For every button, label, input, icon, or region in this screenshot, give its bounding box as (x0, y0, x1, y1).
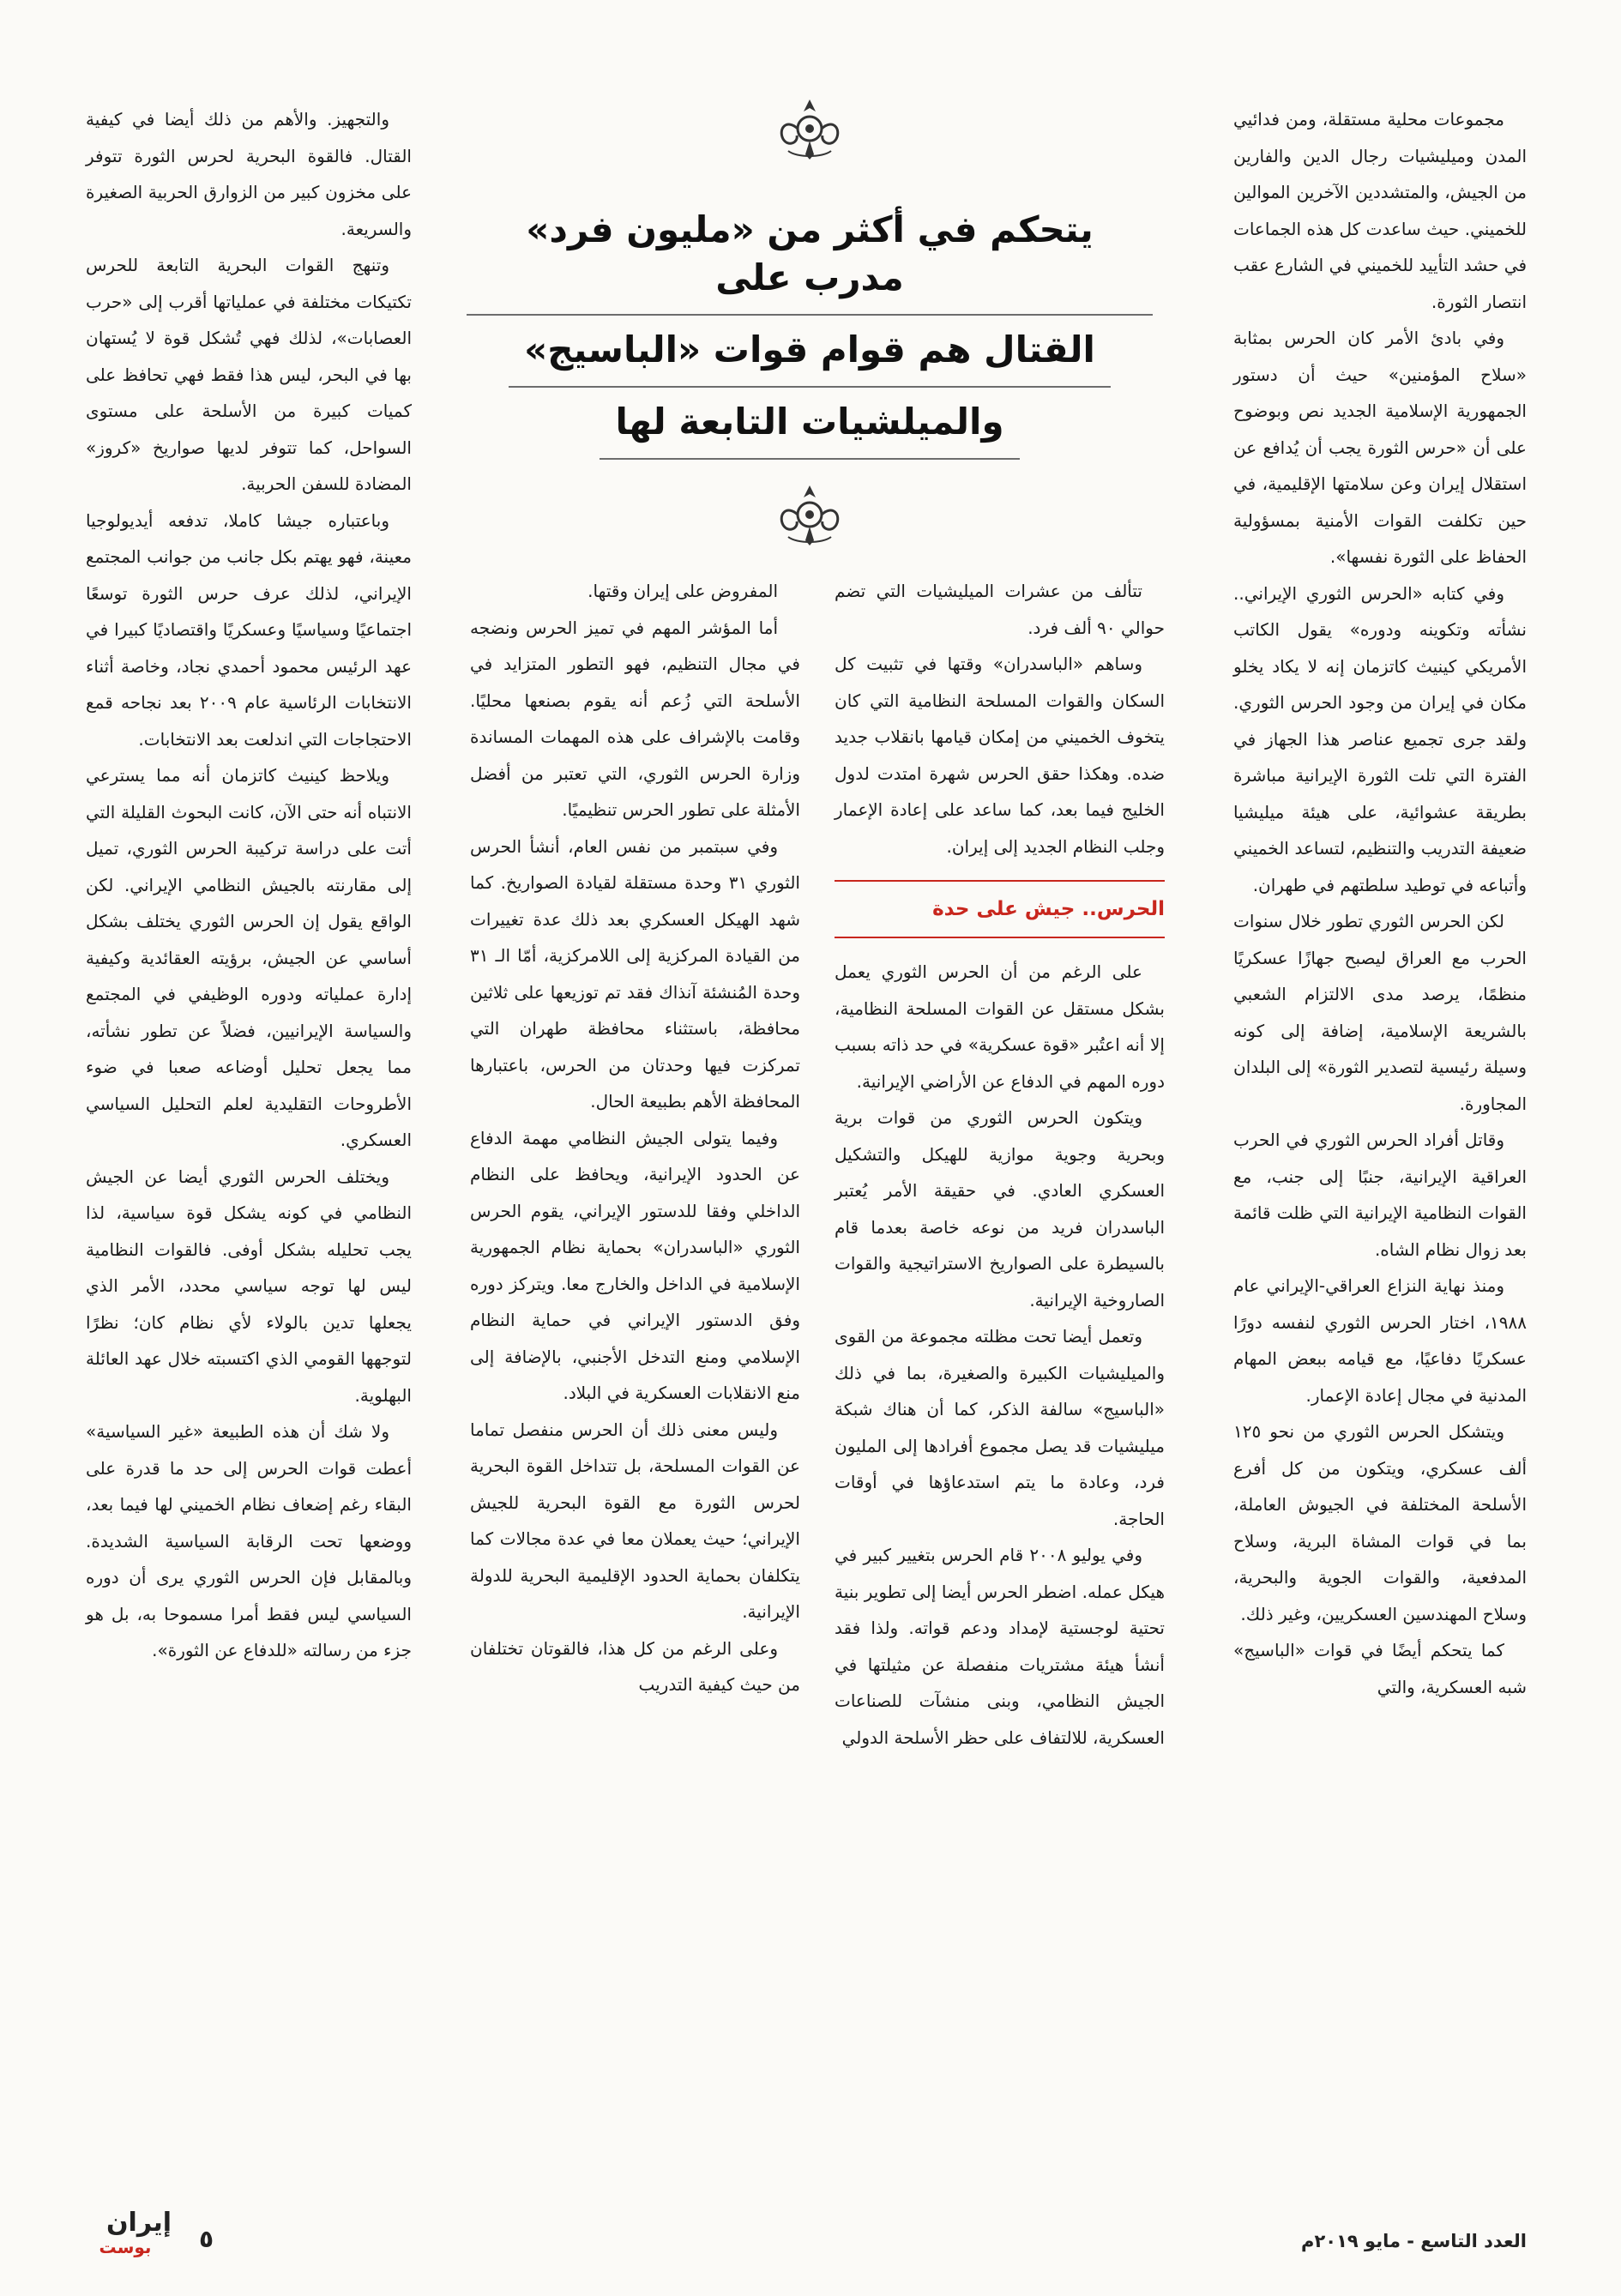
paragraph: وفي سبتمبر من نفس العام، أنشأ الحرس الثوري ٣١ وحدة مستقلة لقيادة الصواريخ. كما شهد الهيكل العسكري بعد ذلك عدة تغييرات من القيادة المركزية إلى اللامركزية، أمّا الـ ٣١ وحدة المُنشئة آنذاك فقد تم توزيعها على ثلاثين محافظة، باستثناء محافظة طهران التي تمركزت فيها وحدتان من الحرس، باعتبارها المحافظة الأهم بطبيعة الحال. (470, 835, 800, 1112)
paragraph: ويختلف الحرس الثوري أيضا عن الجيش النظامي في كونه يشكل قوة سياسية، لذا يجب تحليله بشكل أوفى. فالقوات النظامية ليس لها توجه سياسي محدد، الأمر الذي يجعلها تدين بالولاء لأي نظام كان؛ نظرًا لتوجهها القومي الذي اكتسبته خلال عهد العائلة البهلوية. (86, 1166, 412, 1406)
brand-logo (87, 2207, 190, 2260)
section-subheading: الحرس.. جيش على حدة (835, 880, 1165, 938)
paragraph: ويلاحظ كينيث كاتزمان أنه مما يسترعي الانتباه أنه حتى الآن، كانت البحوث القليلة التي أتت على دراسة تركيبة الحرس الثوري، تميل إلى مقارنته بالجيش النظامي الإيراني. لكن الواقع يقول إن الحرس الثوري يختلف بشكل أساسي عن الجيش، برؤيته العقائدية وكيفية إدارة عملياته ودوره الوظيفي في المجتمع والسياسة الإيرانيين، فضلاً عن تطور نشأته، مما يجعل تحليل أوضاعه صعبا في ضوء الأطروحات التقليدية لعلم التحليل السياسي العسكري. (86, 765, 412, 1150)
paragraph: ومنذ نهاية النزاع العراقي-الإيراني عام ١٩٨٨، اختار الحرس الثوري لنفسه دورًا عسكريًا دفاعيًا، مع قيامه ببعض المهام المدنية في مجال إعادة الإعمار. (1233, 1275, 1527, 1406)
paragraph: ويتكون الحرس الثوري من قوات برية وبحرية وجوية موازية للهيكل والتشكيل العسكري العادي. في حقيقة الأمر يُعتبر الباسدران فريد من نوعه خاصة بعدما قام بالسيطرة على الصواريخ الاستراتيجية والقوات الصاروخية الإيرانية. (835, 1107, 1165, 1311)
paragraph: ولا شك أن هذه الطبيعة «غير السياسية» أعطت قوات الحرس إلى حد ما قدرة على البقاء رغم إضعاف نظام الخميني لها فيما بعد، ووضعها تحت الرقابة السياسية الشديدة. وبالمقابل فإن الحرس الثوري يرى أن دوره السياسي ليس فقط أمرا مسموحا به، بل هو جزء من رسالته «للدفاع عن الثورة». (86, 1421, 412, 1660)
article-column-2 (835, 573, 1165, 1756)
paragraph: كما يتحكم أيضًا في قوات «الباسيج» شبه العسكرية، والتي (1233, 1640, 1527, 1697)
ornament-icon (771, 94, 848, 163)
paragraph: وتنهج القوات البحرية التابعة للحرس تكتيكات مختلفة في عملياتها أقرب إلى «حرب العصابات»، لذلك فهي تُشكل قوة لا يُستهان بها في البحر، ليس هذا فقط فهي تحافظ على كميات كبيرة من الأسلحة على مستوى السواحل، كما تتوفر لديها صواريخ «كروز» المضادة للسفن الحربية. (86, 255, 412, 494)
title-line-2: القتال هم قوام قوات «الباسيج» (509, 326, 1111, 388)
paragraph: المفروض على إيران وقتها. (588, 581, 778, 601)
paragraph: وفي بادئ الأمر كان الحرس بمثابة «سلاح المؤمنين» حيث أن دستور الجمهورية الإسلامية الجديد نص وبوضوح على أن «حرس الثورة يجب أن يُدافع عن استقلال إيران وعن سلامتها الإقليمية، في حين تكلفت القوات الأمنية بمسؤولية الحفاظ على الثورة نفسها». (1233, 328, 1527, 567)
paragraph: وتعمل أيضا تحت مظلته مجموعة من القوى والميليشيات الكبيرة والصغيرة، بما في ذلك «الباسيج» سالفة الذكر، كما أن هناك شبكة ميليشيات قد يصل مجموع أفرادها إلى المليون فرد، وعادة ما يتم استدعاؤها في أوقات الحاجة. (835, 1326, 1165, 1529)
paragraph: وفيما يتولى الجيش النظامي مهمة الدفاع عن الحدود الإيرانية، ويحافظ على النظام الداخلي وفقا للدستور الإيراني، يقوم الحرس الثوري «الباسدران» بحماية نظام الجمهورية الإسلامية في الداخل والخارج معا. ويتركز دوره وفق الدستور الإيراني في حماية النظام الإسلامي ومنع التدخل الأجنبي، بالإضافة إلى منع الانقلابات العسكرية في البلاد. (470, 1127, 800, 1403)
title-line-1: يتحكم في أكثر من «مليون فرد» مدرب على (467, 206, 1153, 316)
page-number: ٥ (199, 2225, 214, 2253)
article-column-4 (86, 101, 412, 1669)
paragraph: وساهم «الباسدران» وقتها في تثبيت كل السكان والقوات المسلحة النظامية التي كان يتخوف الخميني من إمكان قيامها بانقلاب جديد ضده. وهكذا حقق الحرس شهرة امتدت لدول الخليج فيما بعد، كما ساعد على إعادة الإعمار وجلب النظام الجديد إلى إيران. (835, 654, 1165, 857)
paragraph: مجموعات محلية مستقلة، ومن فدائيي المدن وميليشيات رجال الدين والفارين من الجيش، والمتشددين الآخرين الموالين للخميني. حيث ساعدت كل هذه الجماعات في حشد التأييد للخميني في الشارع عقب انتصار الثورة. (1233, 109, 1527, 312)
paragraph: على الرغم من أن الحرس الثوري يعمل بشكل مستقل عن القوات المسلحة النظامية، إلا أنه اعتُبر «قوة عسكرية» في حد ذاته بسبب دوره المهم في الدفاع عن الأراضي الإيرانية. (835, 961, 1165, 1092)
ornament-icon (771, 480, 848, 549)
paragraph: وعلى الرغم من كل هذا، فالقوتان تختلفان من حيث كيفية التدريب (470, 1637, 800, 1695)
article-title-block (467, 94, 1153, 549)
brand-logo-top: إيران (105, 2208, 172, 2238)
paragraph: ويتشكل الحرس الثوري من نحو ١٢٥ ألف عسكري، ويتكون من كل أفرع الأسلحة المختلفة في الجيوش العاملة، بما في قوات المشاة البرية، وسلاح المدفعية، والقوات الجوية والبحرية، وسلاح المهندسين العسكريين، وغير ذلك. (1233, 1421, 1527, 1624)
article-column-1 (1233, 101, 1527, 1705)
paragraph: وفي كتابه «الحرس الثوري الإيراني.. نشأته وتكوينه ودوره» يقول الكاتب الأمريكي كينيث كاتزمان إنه لا يكاد يخلو مكان في إيران من وجود الحرس الثوري. ولقد جرى تجميع عناصر هذا الجهاز في الفترة التي تلت الثورة الإيرانية مباشرة بطريقة عشوائية، على هيئة ميليشيا ضعيفة التدريب والتنظيم، لتساعد الخميني وأتباعه في توطيد سلطتهم في طهران. (1233, 582, 1527, 895)
paragraph: أما المؤشر المهم في تميز الحرس ونضجه في مجال التنظيم، فهو التطور المتزايد في الأسلحة التي زُعم أنه يقوم بصنعها محليًا. وقامت بالإشراف على هذه المهمات المساندة وزارة الحرس الثوري، التي تعتبر من أفضل الأمثلة على تطور الحرس تنظيميًا. (470, 617, 800, 820)
paragraph: لكن الحرس الثوري تطور خلال سنوات الحرب مع العراق ليصبح جهازًا عسكريًا منظمًا، يرصد مدى الالتزام الشعبي بالشريعة الإسلامية، إضافة إلى كونه وسيلة رئيسية لتصدير الثورة» إلى البلدان المجاورة. (1233, 911, 1527, 1114)
paragraph: وفي يوليو ٢٠٠٨ قام الحرس بتغيير كبير في هيكل عمله. اضطر الحرس أيضا إلى تطوير بنية تحتية لوجستية لإمداد ودعم قواته. ولذا فقد أنشأ هيئة مشتريات منفصلة عن مثيلتها في الجيش النظامي، وبنى منشآت للصناعات العسكرية، للالتفاف على حظر الأسلحة الدولي (835, 1545, 1165, 1748)
paragraph: تتألف من عشرات الميليشيات التي تضم حوالي ٩٠ ألف فرد. (835, 581, 1165, 638)
paragraph: وباعتباره جيشا كاملا، تدفعه أيديولوجيا معينة، فهو يهتم بكل جانب من جوانب المجتمع الإيراني، لذلك عرف حرس الثورة توسعًا اجتماعيًا وسياسيًا وعسكريًا واقتصاديًا كبيرا في عهد الرئيس محمود أحمدي نجاد، وخاصة أثناء الانتخابات الرئاسية عام ٢٠٠٩ بعد نجاحه قمع الاحتجاجات التي اندلعت بعد الانتخابات. (86, 509, 412, 750)
title-line-3: والميلشيات التابعة لها (600, 398, 1019, 460)
issue-info: العدد التاسع - مايو ٢٠١٩م (1301, 2231, 1527, 2251)
article-column-3 (470, 573, 800, 1703)
paragraph: وليس معنى ذلك أن الحرس منفصل تماما عن القوات المسلحة، بل تتداخل القوة البحرية لحرس الثورة مع القوة البحرية للجيش الإيراني؛ حيث يعملان معا في عدة مجالات كما يتكلفان بحماية الحدود الإقليمية البحرية للدولة الإيرانية. (470, 1419, 800, 1622)
paragraph: والتجهيز. والأهم من ذلك أيضا في كيفية القتال. فالقوة البحرية لحرس الثورة تتوفر على مخزون كبير من الزوارق الحربية الصغيرة والسريعة. (86, 109, 412, 239)
paragraph: وقاتل أفراد الحرس الثوري في الحرب العراقية الإيرانية، جنبًا إلى جنب، مع القوات النظامية الإيرانية التي ظلت قائمة بعد زوال نظام الشاه. (1233, 1130, 1527, 1260)
brand-logo-bottom: بوست (99, 2237, 152, 2257)
